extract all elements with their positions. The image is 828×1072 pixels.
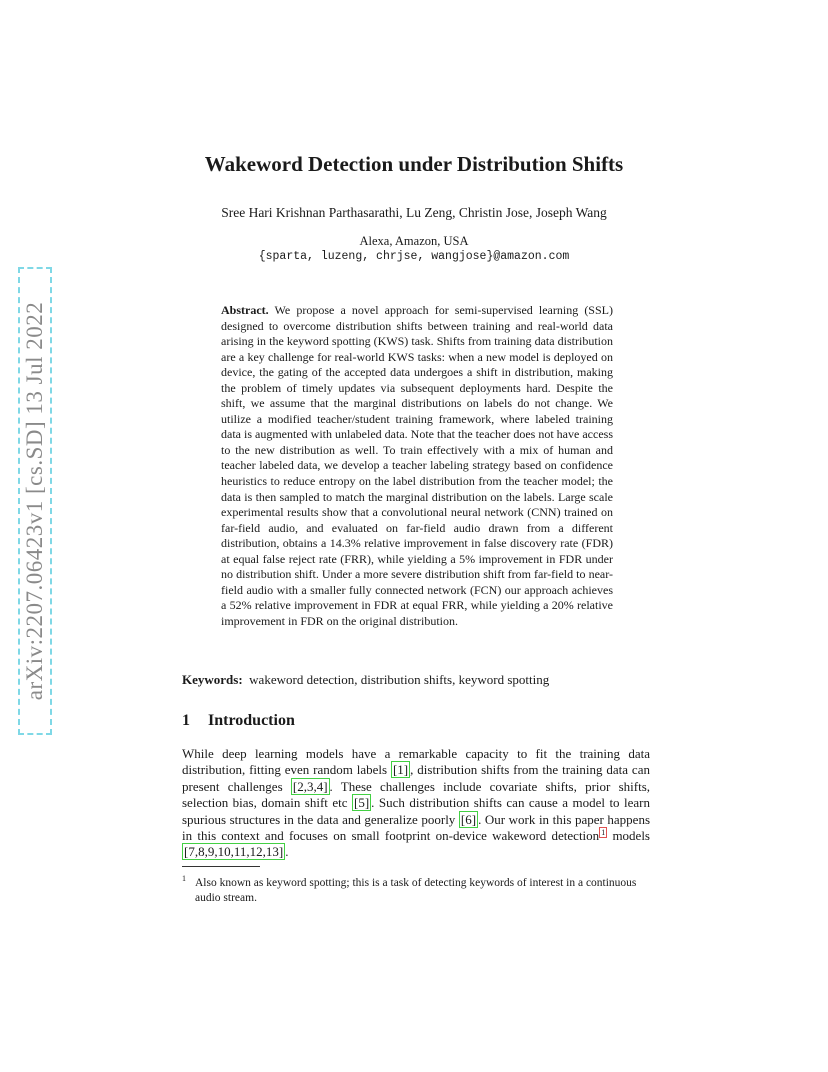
author-list: Sree Hari Krishnan Parthasarathi, Lu Zeng, Christin Jose, Joseph Wang	[221, 205, 607, 220]
section-number: 1	[182, 712, 190, 729]
citation-link[interactable]: [6]	[460, 811, 477, 827]
footnote	[182, 871, 652, 906]
citation-link[interactable]: [2,3,4]	[292, 778, 328, 794]
abstract	[221, 303, 613, 629]
citation-link[interactable]: [1]	[392, 762, 409, 778]
affiliation: Alexa, Amazon, USA	[359, 234, 469, 248]
intro-paragraph	[182, 746, 650, 861]
footnote-rule	[182, 866, 260, 867]
keywords	[182, 672, 652, 688]
abstract-label: Abstract.	[221, 303, 269, 317]
author-emails: {sparta, luzeng, chrjse, wangjose}@amazon.com	[258, 250, 570, 263]
footnote-link[interactable]: 1	[601, 827, 606, 837]
arxiv-stamp[interactable]	[18, 267, 52, 735]
section-heading	[182, 712, 295, 730]
section-title: Introduction	[208, 712, 295, 729]
arxiv-stamp-text: arXiv:2207.06423v1 [cs.SD] 13 Jul 2022	[22, 301, 48, 701]
footnote-text: Also known as keyword spotting; this is a task of detecting keywords of interest in a continuous audio stream.	[195, 876, 637, 904]
abstract-text: We propose a novel approach for semi-supervised learning (SSL) designed to overcome distribution shifts between training and real-world data arising in the keyword spotting (KWS) task. Shifts from training data distribution are a key challenge for real-world KWS tasks: when a new model is deployed on device, the gating of the accepted data undergoes a shift in distribution, making the problem of timely updates via subsequent deployments hard. Despite the shift, we assume that the marginal distributions on labels do not change. We utilize a modified teacher/student training framework, where labeled training data is augmented with unlabeled data. Note that the teacher does not have access to the new distribution as well. To train effectively with a mix of human and teacher labeled data, we develop a teacher labeling strategy based on confidence heuristics to reduce entropy on the label distribution from the teacher model; the data is then sampled to match the marginal distribution on the labels. Large scale experimental results show that a convolutional neural network (CNN) trained on far-field audio, and evaluated on far-field audio drawn from a different distribution, obtains a 14.3% relative improvement in false discovery rate (FDR) at equal false reject rate (FRR), while yielding a 5% improvement in FDR under no distribution shift. Under a more severe distribution shift from far-field to near-field audio with a smaller fully connected network (FCN) our approach achieves a 52% relative improvement in FDR at equal FRR, while yielding a 20% relative improvement in FDR on the original distribution.	[221, 303, 613, 628]
intro-text-7: .	[285, 844, 289, 860]
intro-text-6: models	[607, 828, 650, 844]
intro-text-5: . Our work in this paper happens in this context and focuses on small footprint on-device wakeword detection	[182, 811, 650, 844]
paper-title: Wakeword Detection under Distribution Shifts	[204, 152, 624, 176]
citation-link[interactable]: [5]	[354, 795, 370, 811]
intro-text-2: , distribution shifts from the training data can present challenges	[182, 762, 650, 794]
citation-link[interactable]: [7,8,9,10,11,12,13]	[184, 844, 284, 860]
keywords-text: wakeword detection, distribution shifts, keyword spotting	[249, 672, 550, 687]
intro-text-3: . These challenges include covariate shifts, prior shifts, selection bias, domain shift etc	[182, 778, 651, 811]
footnote-number: 1	[182, 874, 186, 883]
keywords-label: Keywords:	[182, 672, 243, 687]
intro-text-4: . Such distribution shifts can cause a model to learn spurious structures in the data and generalize poorly	[182, 795, 651, 827]
intro-text-1: While deep learning models have a remarkable capacity to fit the training data distribution, fitting even random labels	[182, 746, 650, 778]
